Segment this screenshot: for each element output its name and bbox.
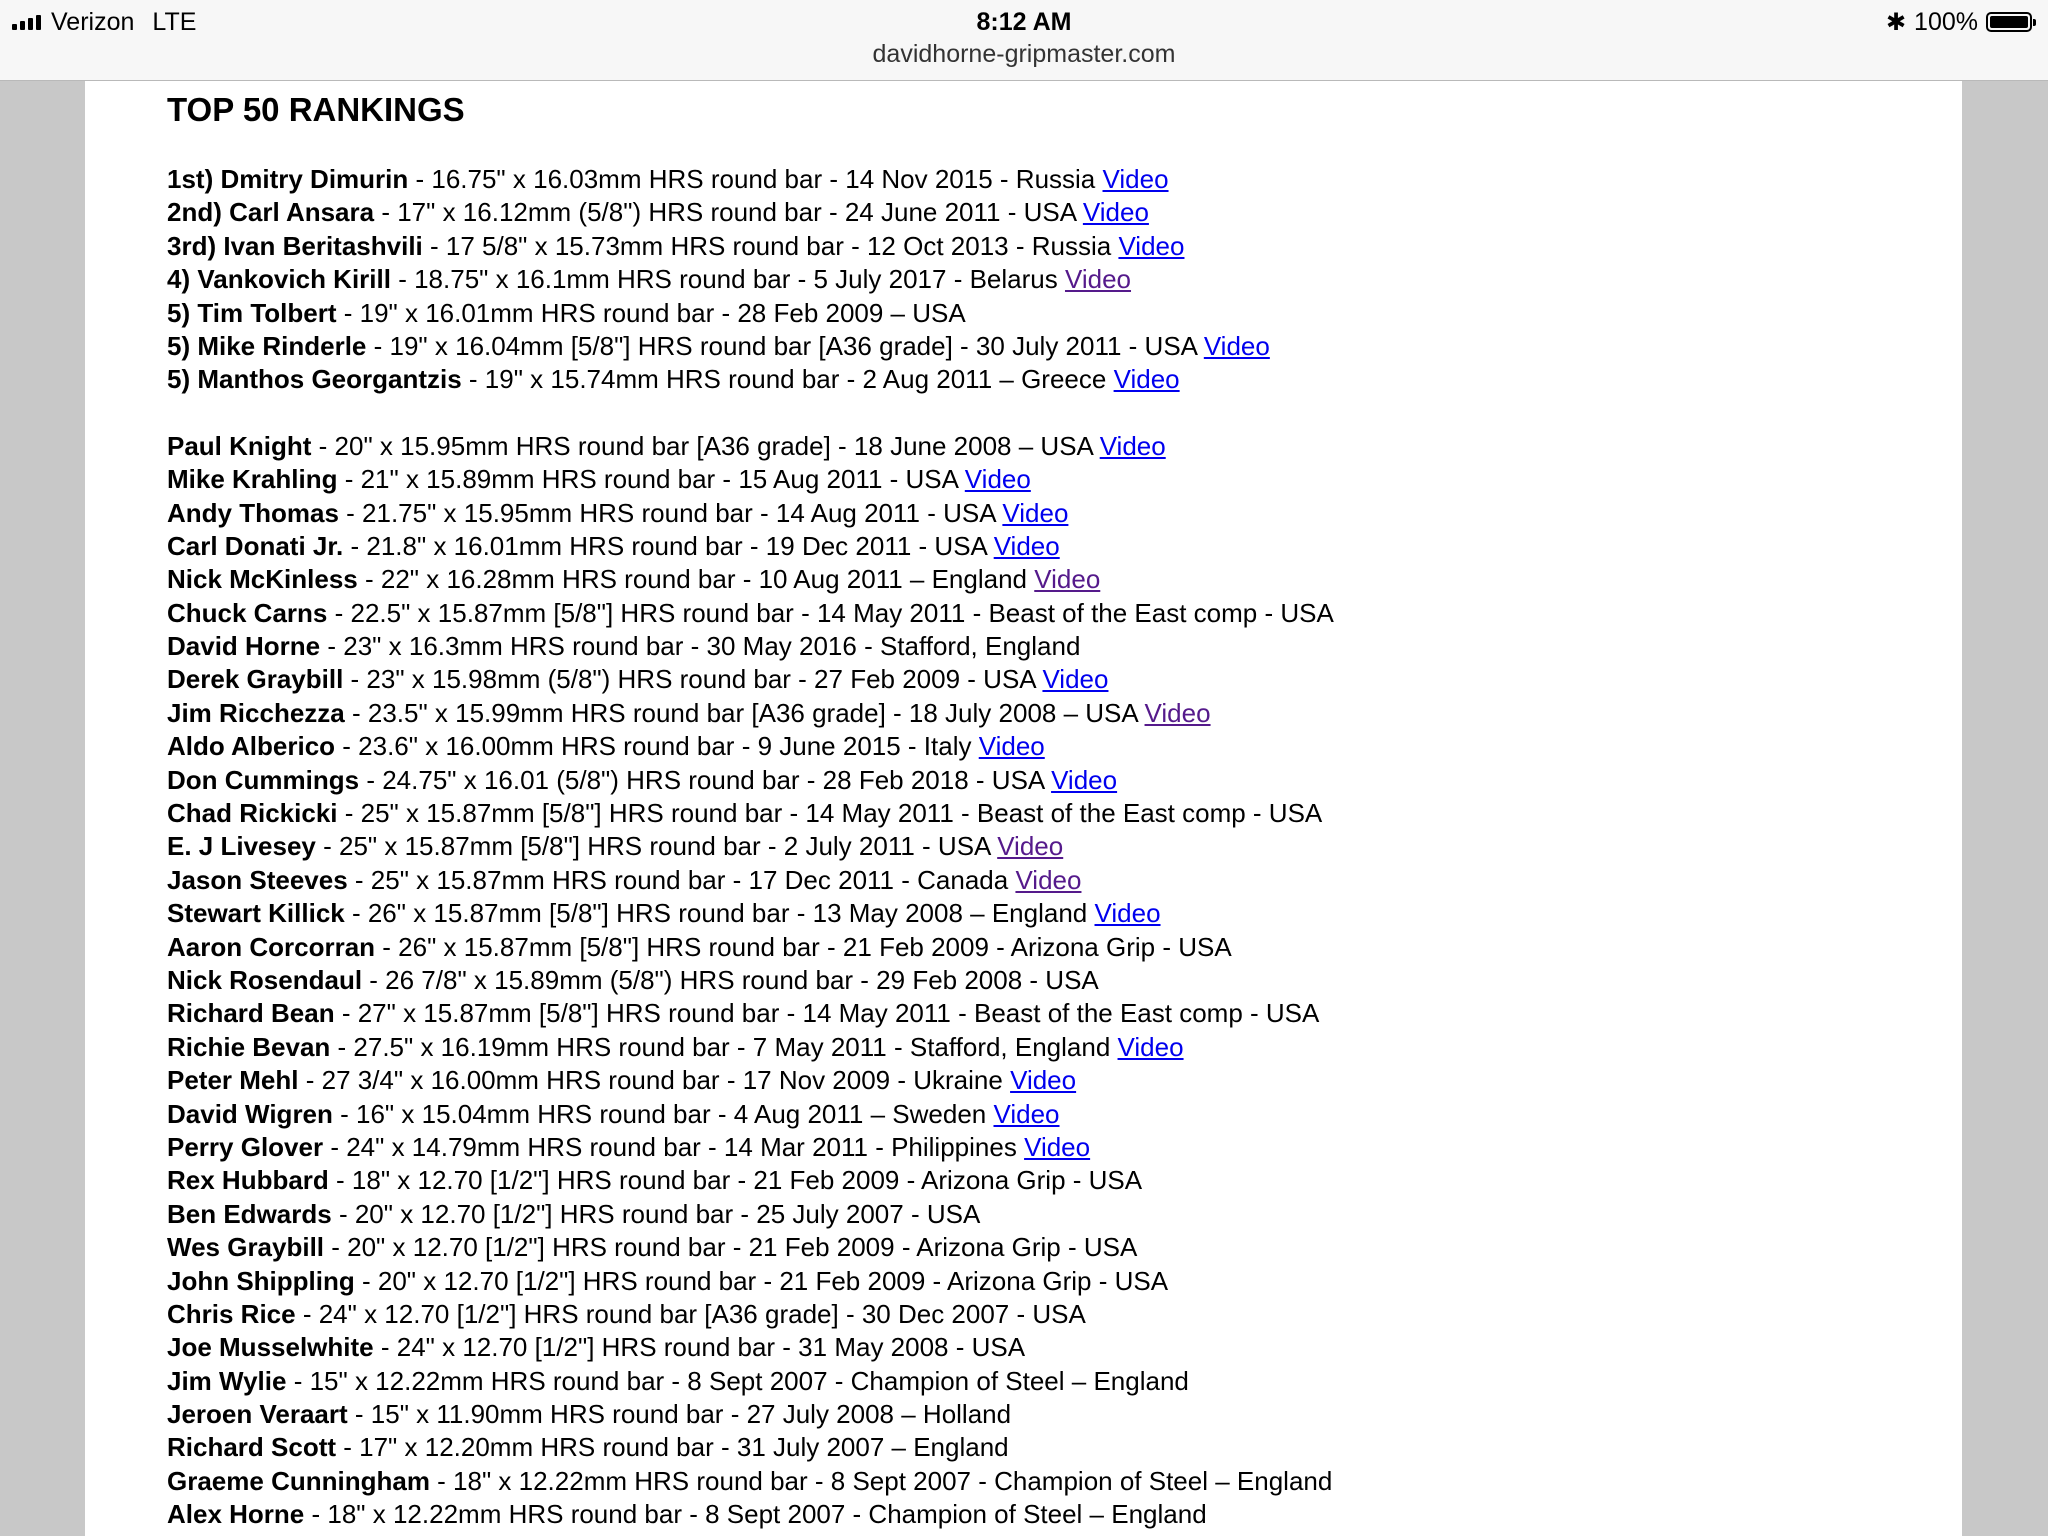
video-link[interactable]: Video: [1064, 264, 1132, 295]
ranking-entry: [167, 1265, 1334, 1298]
ranking-entry: [167, 1365, 1334, 1398]
ranking-entry: [167, 864, 1334, 897]
athlete-name: Chris Rice: [167, 1298, 296, 1329]
athlete-name: 5) Tim Tolbert: [167, 297, 337, 328]
ranking-entry: [167, 931, 1334, 964]
entry-details: - 21" x 15.89mm HRS round bar - 15 Aug 2011 - USA: [337, 464, 958, 495]
entry-details: - 27" x 15.87mm [5/8"] HRS round bar - 14 May 2011 - Beast of the East comp - USA: [334, 998, 1320, 1029]
athlete-name: Paul Knight: [167, 430, 312, 461]
athlete-name: Derek Graybill: [167, 664, 344, 695]
athlete-name: Aaron Corcorran: [167, 931, 376, 962]
ranking-entry: [167, 1031, 1334, 1064]
rankings-list: [167, 163, 1334, 1532]
video-link[interactable]: Video: [1010, 1065, 1077, 1096]
athlete-name: Richie Bevan: [167, 1031, 331, 1062]
athlete-name: 1st) Dmitry Dimurin: [167, 164, 409, 194]
athlete-name: Richard Scott: [167, 1432, 337, 1463]
ranking-entry: [167, 463, 1334, 496]
entry-details: - 24" x 12.70 [1/2"] HRS round bar - 31 May 2008 - USA: [373, 1332, 1026, 1363]
ranking-entry: [167, 1064, 1334, 1097]
ranking-entry: [167, 697, 1334, 730]
entry-details: - 22.5" x 15.87mm [5/8"] HRS round bar - 14 May 2011 - Beast of the East comp - USA: [327, 597, 1334, 628]
entry-details: - 25" x 15.87mm [5/8"] HRS round bar - 14 May 2011 - Beast of the East comp - USA: [337, 798, 1323, 829]
video-link[interactable]: Video: [1117, 1031, 1184, 1062]
entry-details: - 18" x 12.22mm HRS round bar - 8 Sept 2007 - Champion of Steel – England: [304, 1499, 1207, 1530]
athlete-name: Wes Graybill: [167, 1232, 325, 1263]
athlete-name: 4) Vankovich Kirill: [167, 264, 391, 295]
entry-details: - 16.75" x 16.03mm HRS round bar - 14 Nov 2015 - Russia: [408, 164, 1096, 194]
entry-details: - 18" x 12.22mm HRS round bar - 8 Sept 2007 - Champion of Steel – England: [429, 1465, 1333, 1496]
entry-details: - 25" x 15.87mm HRS round bar - 17 Dec 2011 - Canada: [347, 864, 1009, 895]
entry-details: - 24" x 12.70 [1/2"] HRS round bar [A36 grade] - 30 Dec 2007 - USA: [295, 1298, 1086, 1329]
entry-details: - 26" x 15.87mm [5/8"] HRS round bar - 21 Feb 2009 - Arizona Grip - USA: [375, 931, 1232, 962]
clock: 8:12 AM: [976, 8, 1072, 36]
athlete-name: Mike Krahling: [167, 464, 338, 495]
ranking-entry: [167, 1198, 1334, 1231]
ranking-entry: [167, 196, 1334, 229]
ranking-entry: [167, 997, 1334, 1030]
ranking-entry: [167, 563, 1334, 596]
ranking-entry: [167, 163, 1334, 196]
athlete-name: Jim Ricchezza: [167, 697, 345, 728]
athlete-name: 3rd) Ivan Beritashvili: [167, 230, 423, 261]
athlete-name: Jim Wylie: [167, 1365, 287, 1396]
athlete-name: David Horne: [167, 631, 321, 662]
video-link[interactable]: Video: [1094, 898, 1161, 929]
athlete-name: Graeme Cunningham: [167, 1465, 430, 1496]
address-bar-url[interactable]: davidhorne-gripmaster.com: [872, 40, 1176, 68]
video-link[interactable]: Video: [1034, 564, 1101, 595]
entry-details: - 22" x 16.28mm HRS round bar - 10 Aug 2011 – England: [357, 564, 1028, 595]
video-link[interactable]: Video: [1042, 664, 1109, 695]
entry-details: - 24.75" x 16.01 (5/8") HRS round bar - 28 Feb 2018 - USA: [359, 764, 1044, 795]
entry-details: - 20" x 12.70 [1/2"] HRS round bar - 21 Feb 2009 - Arizona Grip - USA: [354, 1265, 1169, 1296]
video-link[interactable]: Video: [1024, 1131, 1091, 1162]
ranking-entry: [167, 830, 1334, 863]
ranking-entry: [167, 663, 1334, 696]
athlete-name: Perry Glover: [167, 1131, 324, 1162]
entry-details: - 18" x 12.70 [1/2"] HRS round bar - 21 Feb 2009 - Arizona Grip - USA: [328, 1165, 1143, 1196]
athlete-name: Chuck Carns: [167, 597, 328, 628]
athlete-name: Carl Donati Jr.: [167, 530, 344, 561]
ranking-entry: [167, 230, 1334, 263]
ranking-entry: [167, 597, 1334, 630]
ranking-entry: [167, 297, 1334, 330]
entry-details: - 21.75" x 15.95mm HRS round bar - 14 Aug 2011 - USA: [338, 497, 996, 528]
page-title: TOP 50 RANKINGS: [167, 91, 465, 128]
ranking-entry: [167, 630, 1334, 663]
entry-details: - 27 3/4" x 16.00mm HRS round bar - 17 Nov 2009 - Ukraine: [298, 1065, 1003, 1096]
network-label: LTE: [152, 7, 197, 36]
battery-icon: [1986, 12, 2032, 32]
video-link[interactable]: Video: [978, 731, 1045, 762]
status-bar: [0, 0, 2048, 81]
carrier-label: Verizon: [51, 7, 135, 36]
athlete-name: Alex Horne: [167, 1499, 305, 1530]
athlete-name: E. J Livesey: [167, 831, 316, 862]
ranking-entry: [167, 1331, 1334, 1364]
ranking-entry: [167, 363, 1334, 396]
ranking-entry: [167, 1498, 1334, 1531]
video-link[interactable]: Video: [1203, 330, 1270, 361]
ranking-entry: [167, 430, 1334, 463]
athlete-name: Ben Edwards: [167, 1198, 332, 1229]
entry-details: - 18.75" x 16.1mm HRS round bar - 5 July 2017 - Belarus: [390, 264, 1058, 295]
status-right: [1886, 4, 2032, 40]
entry-details: - 23.6" x 16.00mm HRS round bar - 9 June 2015 - Italy: [335, 731, 972, 762]
ranking-entry: [167, 797, 1334, 830]
entry-details: - 24" x 14.79mm HRS round bar - 14 Mar 2011 - Philippines: [323, 1131, 1017, 1162]
entry-details: - 17 5/8" x 15.73mm HRS round bar - 12 Oct 2013 - Russia: [422, 230, 1112, 261]
video-link[interactable]: Video: [1144, 697, 1211, 728]
entry-details: - 16" x 15.04mm HRS round bar - 4 Aug 2011 – Sweden: [332, 1098, 987, 1129]
bluetooth-icon: ✱: [1885, 8, 1907, 36]
ranking-entry: [167, 897, 1334, 930]
ranking-entry: [167, 730, 1334, 763]
ranking-entry: [167, 330, 1334, 363]
video-link[interactable]: Video: [1118, 230, 1185, 261]
entry-details: - 19" x 16.04mm [5/8"] HRS round bar [A36 grade] - 30 July 2011 - USA: [366, 330, 1197, 361]
video-link[interactable]: Video: [1102, 164, 1169, 194]
ranking-entry: [167, 1298, 1334, 1331]
ranking-entry: [167, 530, 1334, 563]
entry-details: - 23" x 15.98mm (5/8") HRS round bar - 27 Feb 2009 - USA: [343, 664, 1036, 695]
athlete-name: Andy Thomas: [167, 497, 339, 528]
entry-details: - 17" x 12.20mm HRS round bar - 31 July 2007 – England: [336, 1432, 1009, 1463]
athlete-name: 5) Mike Rinderle: [167, 330, 367, 361]
entry-details: - 20" x 12.70 [1/2"] HRS round bar - 21 Feb 2009 - Arizona Grip - USA: [324, 1232, 1138, 1263]
video-link[interactable]: Video: [993, 530, 1060, 561]
athlete-name: Joe Musselwhite: [167, 1332, 374, 1363]
web-page-content: [85, 81, 1962, 1536]
video-link[interactable]: Video: [1113, 364, 1180, 395]
ranking-entry: [167, 764, 1334, 797]
athlete-name: Nick McKinless: [167, 564, 358, 595]
entry-details: - 23.5" x 15.99mm HRS round bar [A36 grade] - 18 July 2008 – USA: [344, 697, 1138, 728]
ranking-entry: [167, 263, 1334, 296]
ranking-entry: [167, 1431, 1334, 1464]
ranking-entry: [167, 1131, 1334, 1164]
ranking-entry: [167, 1231, 1334, 1264]
entry-details: - 21.8" x 16.01mm HRS round bar - 19 Dec 2011 - USA: [343, 530, 987, 561]
athlete-name: 5) Manthos Georgantzis: [167, 364, 462, 395]
video-link[interactable]: Video: [993, 1098, 1060, 1129]
ranking-entry: [167, 497, 1334, 530]
video-link[interactable]: Video: [1099, 430, 1166, 461]
entry-details: - 26 7/8" x 15.89mm (5/8") HRS round bar - 29 Feb 2008 - USA: [362, 964, 1099, 995]
entry-details: - 15" x 12.22mm HRS round bar - 8 Sept 2007 - Champion of Steel – England: [286, 1365, 1189, 1396]
video-link[interactable]: Video: [1002, 497, 1069, 528]
ranking-entry: [167, 1465, 1334, 1498]
entry-details: - 20" x 15.95mm HRS round bar [A36 grade] - 18 June 2008 – USA: [311, 430, 1093, 461]
video-link[interactable]: Video: [1051, 764, 1118, 795]
athlete-name: Jeroen Veraart: [167, 1399, 348, 1430]
entry-details: - 15" x 11.90mm HRS round bar - 27 July 2008 – Holland: [347, 1399, 1012, 1430]
video-link[interactable]: Video: [997, 831, 1064, 862]
video-link[interactable]: Video: [1082, 197, 1149, 228]
ranking-entry: [167, 1098, 1334, 1131]
ranking-entry: [167, 1164, 1334, 1197]
athlete-name: John Shippling: [167, 1265, 355, 1296]
athlete-name: Aldo Alberico: [167, 731, 336, 762]
athlete-name: Rex Hubbard: [167, 1165, 329, 1196]
video-link[interactable]: Video: [964, 464, 1031, 495]
video-link[interactable]: Video: [1015, 864, 1082, 895]
entry-details: - 26" x 15.87mm [5/8"] HRS round bar - 13 May 2008 – England: [344, 898, 1088, 929]
entry-details: - 19" x 15.74mm HRS round bar - 2 Aug 2011 – Greece: [461, 364, 1107, 395]
athlete-name: Chad Rickicki: [167, 798, 338, 829]
ranking-entry: [167, 964, 1334, 997]
athlete-name: Nick Rosendaul: [167, 964, 363, 995]
entry-details: - 19" x 16.01mm HRS round bar - 28 Feb 2009 – USA: [336, 297, 966, 328]
athlete-name: David Wigren: [167, 1098, 333, 1129]
ranking-entry: [167, 1398, 1334, 1431]
athlete-name: Peter Mehl: [167, 1065, 299, 1096]
battery-percent: 100%: [1914, 7, 1978, 36]
entry-details: - 23" x 16.3mm HRS round bar - 30 May 2016 - Stafford, England: [320, 631, 1081, 662]
athlete-name: Richard Bean: [167, 998, 335, 1029]
athlete-name: 2nd) Carl Ansara: [167, 197, 375, 228]
athlete-name: Don Cummings: [167, 764, 360, 795]
entry-details: - 17" x 16.12mm (5/8") HRS round bar - 24 June 2011 - USA: [374, 197, 1076, 228]
entry-details: - 20" x 12.70 [1/2"] HRS round bar - 25 July 2007 - USA: [331, 1198, 981, 1229]
athlete-name: Jason Steeves: [167, 864, 348, 895]
entry-details: - 25" x 15.87mm [5/8"] HRS round bar - 2 July 2011 - USA: [315, 831, 990, 862]
athlete-name: Stewart Killick: [167, 898, 345, 929]
entry-details: - 27.5" x 16.19mm HRS round bar - 7 May 2011 - Stafford, England: [330, 1031, 1111, 1062]
